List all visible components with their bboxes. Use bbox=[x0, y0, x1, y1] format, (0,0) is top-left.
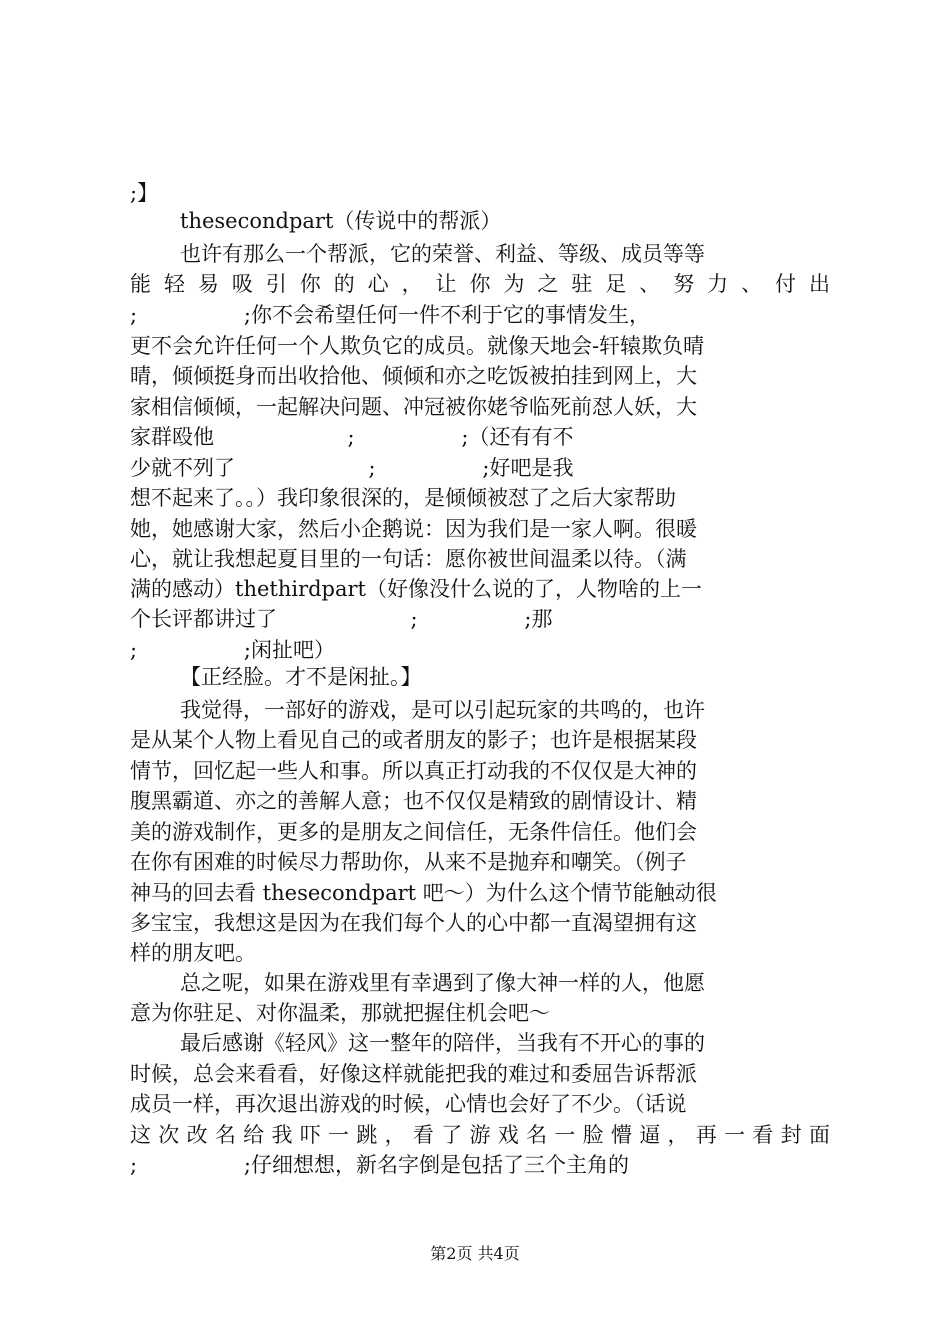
text-line: 家群殴他 ; ;（还有有不 bbox=[130, 425, 574, 449]
text-line: 晴，倾倾挺身而出收拾他、倾倾和亦之吃饭被拍挂到网上，大 bbox=[130, 364, 697, 388]
text-line: ;】 bbox=[130, 181, 159, 205]
text-line: 【正经脸。才不是闲扯。】 bbox=[180, 665, 422, 689]
text-line: 也许有那么一个帮派，它的荣誉、利益、等级、成员等等 bbox=[180, 242, 705, 266]
text-line: 多宝宝，我想这是因为在我们每个人的心中都一直渴望拥有这 bbox=[130, 911, 697, 935]
text-line: 时候，总会来看看，好像这样就能把我的难过和委屈告诉帮派 bbox=[130, 1062, 697, 1086]
text-line: 能 轻 易 吸 引 你 的 心 ， 让 你 为 之 驻 足 、 努 力 、 付 出 bbox=[130, 272, 830, 296]
text-line: 想不起来了。。）我印象很深的，是倾倾被怼了之后大家帮助 bbox=[130, 486, 676, 510]
text-line: 我觉得，一部好的游戏，是可以引起玩家的共鸣的，也许 bbox=[180, 698, 705, 722]
text-line: 美的游戏制作，更多的是朋友之间信任，无条件信任。他们会 bbox=[130, 820, 697, 844]
text-line: 这 次 改 名 给 我 吓 一 跳 ， 看 了 游 戏 名 一 脸 懵 逼 ， 再 一 看 封 面 bbox=[130, 1123, 830, 1147]
text-line: 腹黑霸道、亦之的善解人意；也不仅仅是精致的剧情设计、精 bbox=[130, 789, 697, 813]
text-line: 情节，回忆起一些人和事。所以真正打动我的不仅仅是大神的 bbox=[130, 759, 697, 783]
text-line: 更不会允许任何一个人欺负它的成员。就像天地会-轩辕欺负晴 bbox=[130, 334, 705, 358]
text-line: 最后感谢《轻风》这一整年的陪伴，当我有不开心的事的 bbox=[180, 1031, 705, 1055]
text-line: 神马的回去看 thesecondpart 吧～）为什么这个情节能触动很 bbox=[130, 881, 717, 905]
text-line: 是从某个人物上看见自己的或者朋友的影子；也许是根据某段 bbox=[130, 728, 697, 752]
text-line: ; ;闲扯吧） bbox=[130, 638, 335, 662]
text-line: 意为你驻足、对你温柔，那就把握住机会吧～ bbox=[130, 1001, 550, 1025]
text-line: ; ;你不会希望任何一件不利于它的事情发生， bbox=[130, 303, 650, 327]
text-line: 她，她感谢大家，然后小企鹅说：因为我们是一家人啊。很暖 bbox=[130, 517, 697, 541]
text-line: 心，就让我想起夏目里的一句话：愿你被世间温柔以待。（满 bbox=[130, 547, 687, 571]
text-line: 成员一样，再次退出游戏的时候，心情也会好了不少。（话说 bbox=[130, 1092, 687, 1116]
text-line: 样的朋友吧。 bbox=[130, 941, 256, 965]
text-line: 个长评都讲过了 ; ;那 bbox=[130, 607, 553, 631]
text-line: 在你有困难的时候尽力帮助你，从来不是抛弃和嘲笑。（例子 bbox=[130, 850, 687, 874]
text-line: 总之呢，如果在游戏里有幸遇到了像大神一样的人，他愿 bbox=[180, 971, 705, 995]
text-line: 家相信倾倾，一起解决问题、冲冠被你姥爷临死前怼人妖，大 bbox=[130, 395, 697, 419]
section-heading: thesecondpart（传说中的帮派） bbox=[180, 209, 502, 233]
text-line: 少就不列了 ; ;好吧是我 bbox=[130, 456, 574, 480]
text-line: ; ;仔细想想，新名字倒是包括了三个主角的 bbox=[130, 1153, 629, 1177]
text-line: 满的感动）thethirdpart（好像没什么说的了，人物啥的上一 bbox=[130, 577, 702, 601]
page-number-footer: 第2页 共4页 bbox=[430, 1244, 520, 1263]
